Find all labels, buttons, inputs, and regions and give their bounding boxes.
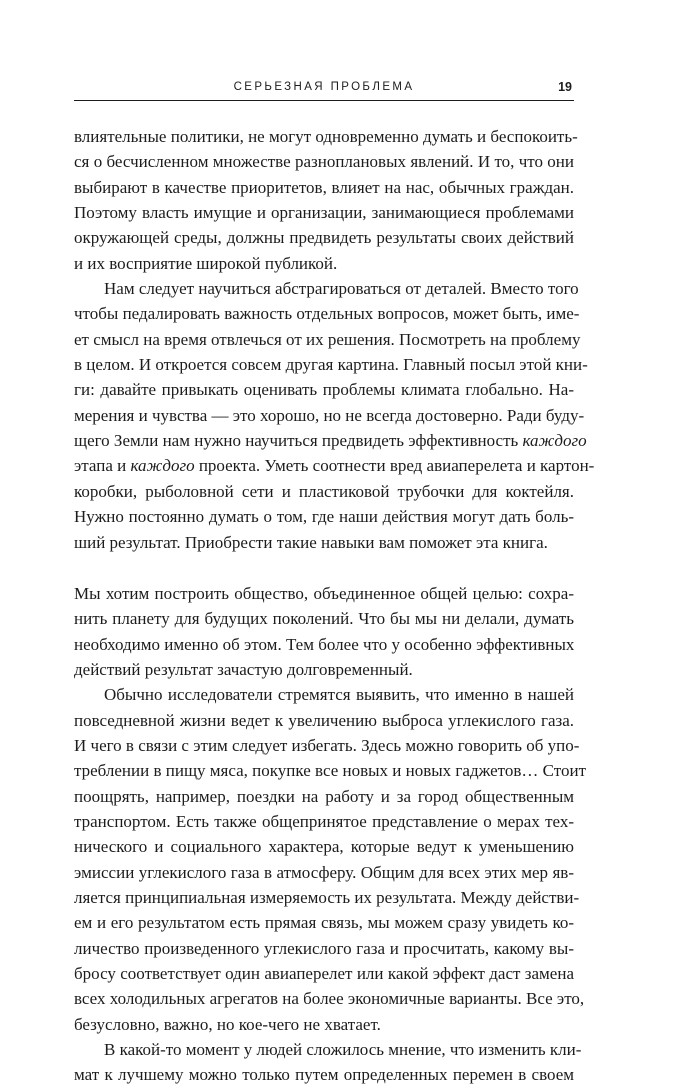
text-line: ший результат. Приобрести такие навыки вам поможет эта книга. [74, 532, 548, 552]
text-line: мат к лучшему можно только путем определенных перемен в своем [74, 1065, 574, 1085]
running-header [74, 80, 574, 101]
text-line: ся о бесчисленном множестве разноплановых явлений. И то, что они [74, 152, 574, 172]
text-segment: щего Земли нам нужно научиться предвидеть эффективность [74, 431, 523, 451]
page-number: 19 [558, 80, 572, 94]
running-title: СЕРЬЕЗНАЯ ПРОБЛЕМА [233, 81, 415, 93]
text-line: Нам следует научиться абстрагироваться от деталей. Вместо того [104, 279, 579, 299]
text-line: влиятельные политики, не могут одновременно думать и беспокоить- [74, 127, 578, 146]
text-line: личество произведенного углекислого газа и просчитать, какому вы- [74, 938, 574, 958]
text-line: мерения и чувства — это хорошо, но не всегда достоверно. Ради буду- [74, 405, 585, 425]
text-segment: проекта. Уметь соотнести вред авиаперелета и картон- [194, 456, 595, 476]
text-segment: этапа и [74, 456, 131, 476]
text-line: В какой-то момент у людей сложилось мнение, что изменить кли- [104, 1040, 582, 1060]
text-line: треблении в пищу мяса, покупке все новых и новых гаджетов… Стоит [74, 761, 586, 781]
text-line: ляется принципиальная измеряемость их результата. Между действи- [74, 887, 580, 907]
text-line: поощрять, например, поездки на работу и за город общественным [74, 786, 574, 806]
text-line: ги: давайте привыкать оценивать проблемы климата глобально. На- [74, 380, 574, 400]
text-line: Мы хотим построить общество, объединенное общей целью: сохра- [74, 583, 574, 603]
text-line: в целом. И откроется совсем другая картина. Главный посыл этой кни- [74, 355, 588, 375]
text-line: безусловно, важно, но кое-чего не хватает. [74, 1014, 381, 1034]
text-line [74, 453, 595, 478]
text-line: нического и социального характера, которые ведут к уменьшению [74, 837, 574, 857]
text-line: бросу соответствует один авиаперелет или какой эффект даст замена [74, 964, 574, 983]
emphasis-text: каждого [130, 456, 195, 476]
text-line: окружающей среды, должны предвидеть результаты своих действий [74, 228, 574, 248]
text-line: Обычно исследователи стремятся выявить, что именно в нашей [104, 685, 574, 705]
emphasis-text: каждого [522, 431, 587, 451]
text-line: нить планету для будущих поколений. Что бы мы ни делали, думать [74, 609, 574, 629]
text-line: Поэтому власть имущие и организации, занимающиеся проблемами [74, 203, 574, 223]
body-text [74, 124, 595, 1088]
text-line: ем и его результатом есть прямая связь, мы можем сразу увидеть ко- [74, 913, 574, 933]
text-line: Нужно постоянно думать о том, где наши действия могут дать боль- [74, 507, 574, 527]
text-line [74, 428, 587, 453]
text-line: повседневной жизни ведет к увеличению выброса углекислого газа. [74, 710, 574, 730]
text-line: коробки, рыболовной сети и пластиковой трубочки для коктейля. [74, 481, 574, 501]
text-line: и их восприятие широкой публикой. [74, 253, 338, 273]
text-line: ет смысл на время отвлечься от их решения. Посмотреть на проблему [74, 329, 581, 349]
text-line: эмиссии углекислого газа в атмосферу. Общим для всех этих мер яв- [74, 862, 574, 882]
text-line: необходимо именно об этом. Тем более что у особенно эффективных [74, 634, 575, 654]
text-line: действий результат зачастую долговременный. [74, 659, 413, 679]
text-line: транспортом. Есть также общепринятое представление о мерах тех- [74, 811, 574, 831]
text-line: всех холодильных агрегатов на более экономичные варианты. Все это, [74, 989, 585, 1009]
text-line: выбирают в качестве приоритетов, влияет на нас, обычных граждан. [74, 177, 574, 197]
section-break [74, 555, 574, 581]
text-line: И чего в связи с этим следует избегать. Здесь можно говорить об упо- [74, 735, 580, 755]
text-line: чтобы педалировать важность отдельных вопросов, может быть, име- [74, 304, 580, 324]
